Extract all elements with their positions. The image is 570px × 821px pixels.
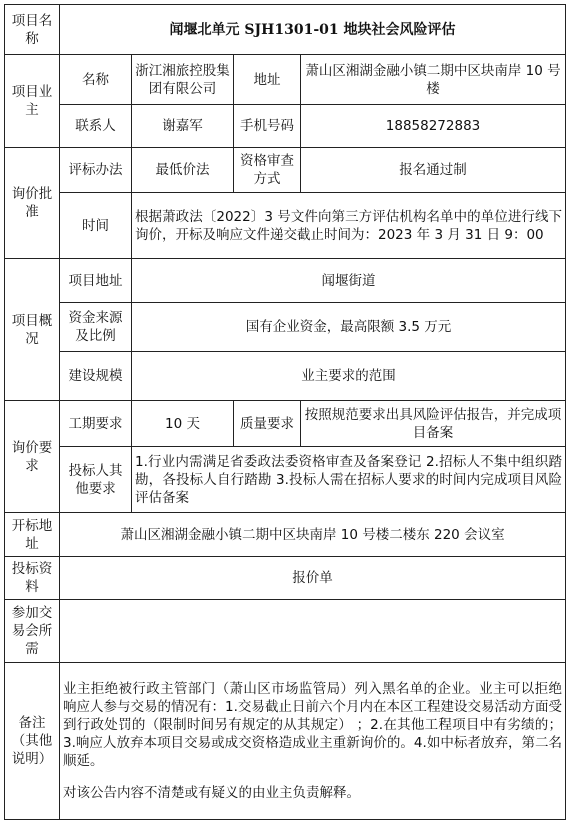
remarks-cell bbox=[60, 663, 566, 820]
row-attendee-needs bbox=[5, 600, 566, 663]
time-label: 时间 bbox=[60, 193, 132, 259]
owner-name-label: 名称 bbox=[60, 55, 132, 105]
row-bid-documents bbox=[5, 557, 566, 600]
scale-label: 建设规模 bbox=[60, 352, 132, 401]
method-value: 最低价法 bbox=[132, 148, 234, 193]
row-funding bbox=[5, 303, 566, 352]
project-name-label: 项目名称 bbox=[5, 5, 60, 55]
owner-phone-label: 手机号码 bbox=[234, 105, 301, 148]
owner-label: 项目业主 bbox=[5, 55, 60, 148]
quality-value: 按照规范要求出具风险评估报告，并完成项目备案 bbox=[301, 401, 566, 447]
owner-contact-label: 联系人 bbox=[60, 105, 132, 148]
remarks-text-2: 对该公告内容不清楚或有疑义的由业主负责解释。 bbox=[63, 785, 360, 801]
project-name-value: 闻堰北单元 SJH1301-01 地块社会风险评估 bbox=[60, 5, 566, 55]
row-time bbox=[5, 193, 566, 259]
owner-address-value: 萧山区湘湖金融小镇二期中区块南岸 10 号楼 bbox=[301, 55, 566, 105]
opening-value: 萧山区湘湖金融小镇二期中区块南岸 10 号楼二楼东 220 会议室 bbox=[60, 513, 566, 557]
notice-table bbox=[4, 4, 566, 820]
owner-contact-value: 谢嘉军 bbox=[132, 105, 234, 148]
attendees-label: 参加交易会所需 bbox=[5, 600, 60, 663]
funding-label: 资金来源及比例 bbox=[60, 303, 132, 352]
method-label: 评标办法 bbox=[60, 148, 132, 193]
overview-label: 项目概况 bbox=[5, 259, 60, 401]
bid-docs-value: 报价单 bbox=[60, 557, 566, 600]
quality-label: 质量要求 bbox=[234, 401, 301, 447]
location-label: 项目地址 bbox=[60, 259, 132, 303]
row-opening-address bbox=[5, 513, 566, 557]
time-value: 根据萧政法〔2022〕3 号文件向第三方评估机构名单中的单位进行线下询价，开标及响应文件递交截止时间为：2023 年 3 月 31 日 9：00 bbox=[132, 193, 566, 259]
row-owner-contact bbox=[5, 105, 566, 148]
opening-label: 开标地址 bbox=[5, 513, 60, 557]
other-label: 投标人其他要求 bbox=[60, 447, 132, 513]
period-label: 工期要求 bbox=[60, 401, 132, 447]
review-value: 报名通过制 bbox=[301, 148, 566, 193]
scale-value: 业主要求的范围 bbox=[132, 352, 566, 401]
requirements-label: 询价要求 bbox=[5, 401, 60, 513]
row-evaluation-method bbox=[5, 148, 566, 193]
row-location bbox=[5, 259, 566, 303]
row-other-requirements bbox=[5, 447, 566, 513]
owner-name-value: 浙江湘旅控股集团有限公司 bbox=[132, 55, 234, 105]
review-label: 资格审查方式 bbox=[234, 148, 301, 193]
owner-phone-value: 18858272883 bbox=[301, 105, 566, 148]
remarks-text-1: 业主拒绝被行政主管部门（萧山区市场监管局）列入黑名单的企业。业主可以拒绝响应人参与交易的情况有：1.交易截止日前六个月内在本区工程建设交易活动方面受到行政处罚的（限制时间另有规定的从其规定） ；2.在其他工程项目中有劣绩的； 3.响应人放弃本项目交易或成交资格造成业主重新询价的。4.如中标者放弃，第二名顺延。 bbox=[63, 681, 563, 769]
row-remarks bbox=[5, 663, 566, 820]
row-period bbox=[5, 401, 566, 447]
period-value: 10 天 bbox=[132, 401, 234, 447]
inquiry-approval-label: 询价批准 bbox=[5, 148, 60, 259]
row-owner-name bbox=[5, 55, 566, 105]
attendees-value bbox=[60, 600, 566, 663]
bid-docs-label: 投标资料 bbox=[5, 557, 60, 600]
other-value: 1.行业内需满足省委政法委资格审查及备案登记 2.招标人不集中组织踏勘，各投标人自行踏勘 3.投标人需在招标人要求的时间内完成项目风险评估备案 bbox=[132, 447, 566, 513]
owner-address-label: 地址 bbox=[234, 55, 301, 105]
location-value: 闻堰街道 bbox=[132, 259, 566, 303]
remarks-label: 备注（其他说明） bbox=[5, 663, 60, 820]
row-project-name bbox=[5, 5, 566, 55]
row-scale bbox=[5, 352, 566, 401]
funding-value: 国有企业资金，最高限额 3.5 万元 bbox=[132, 303, 566, 352]
